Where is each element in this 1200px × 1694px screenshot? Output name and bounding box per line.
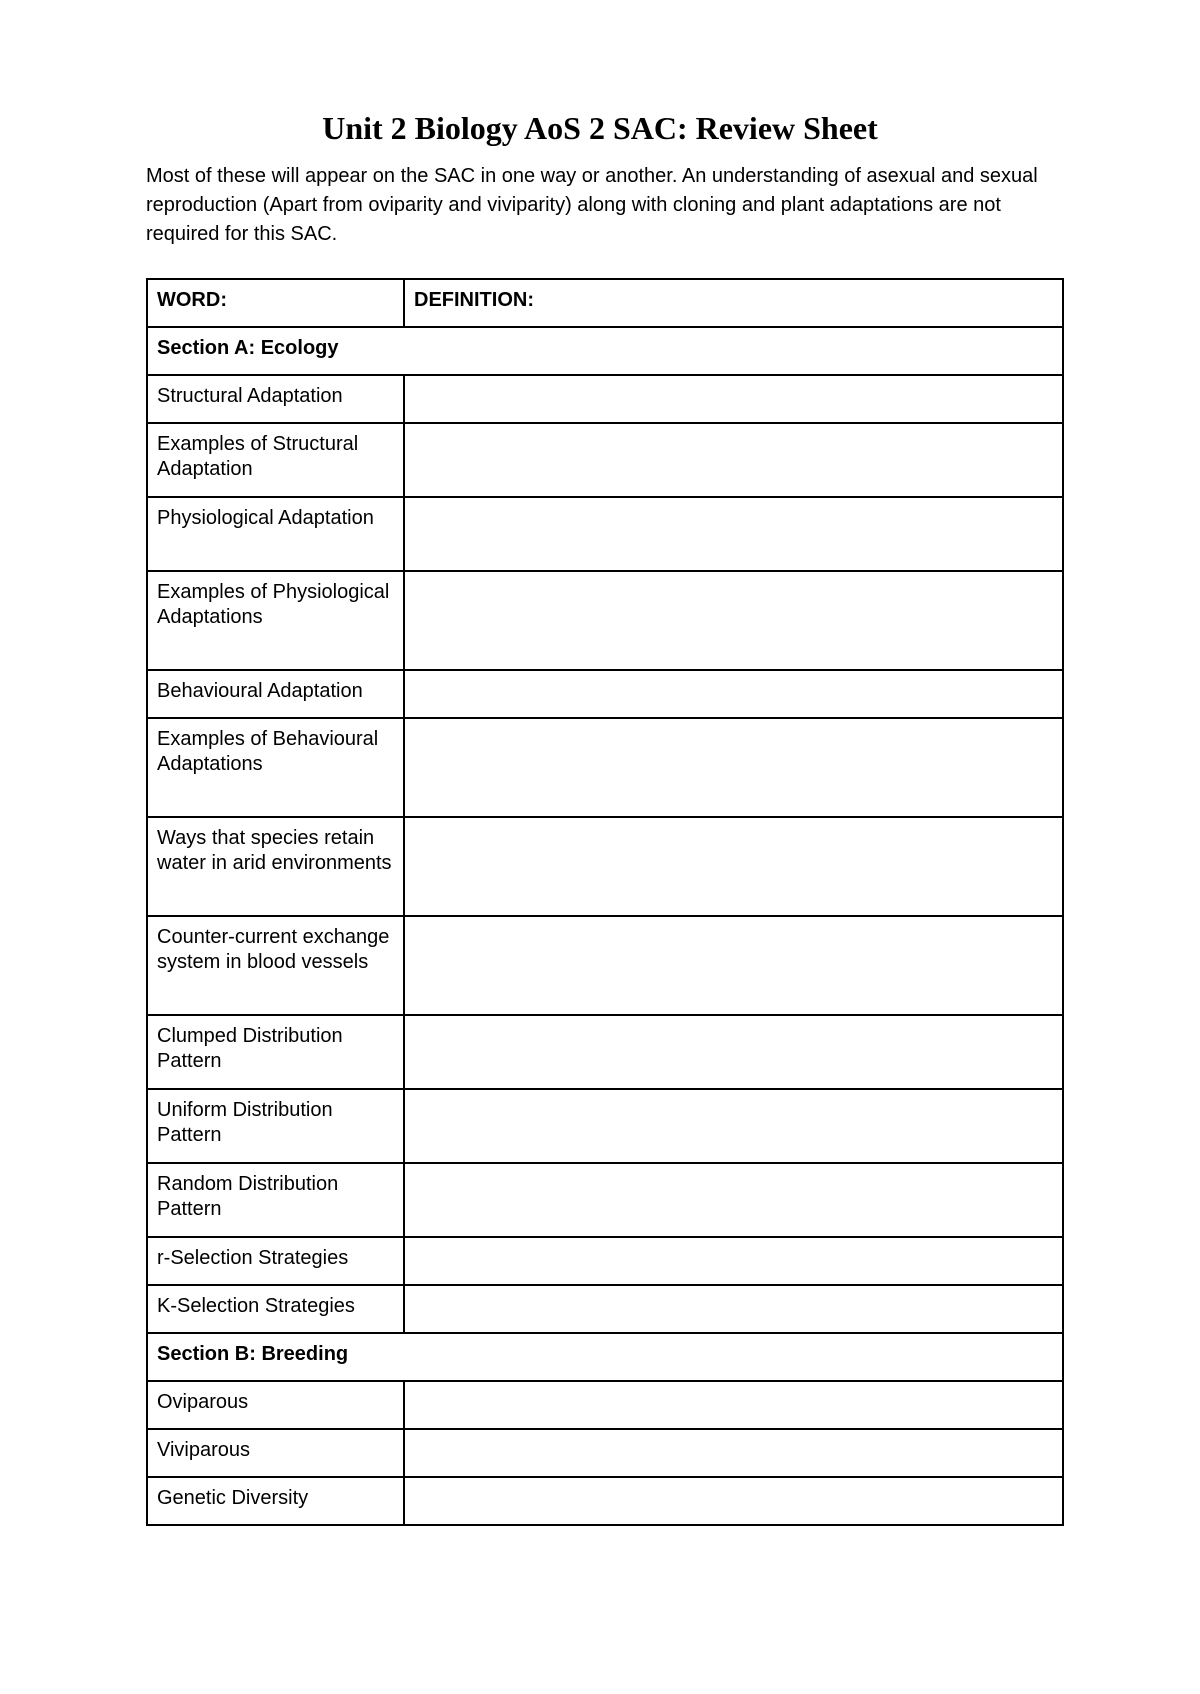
- table-row: [147, 1237, 1063, 1285]
- table-header-row: [147, 279, 1063, 327]
- definition-cell[interactable]: [404, 1381, 1063, 1429]
- section-title: Section A: Ecology: [147, 327, 1063, 375]
- term-cell: Ways that species retain water in arid environments: [147, 817, 404, 916]
- table-row: [147, 1163, 1063, 1237]
- definition-cell[interactable]: [404, 423, 1063, 497]
- definition-cell[interactable]: [404, 1237, 1063, 1285]
- intro-paragraph: Most of these will appear on the SAC in one way or another. An understanding of asexual and sexual reproduction (Apart from oviparity and viviparity) along with cloning and plant adaptations are not required for this SAC.: [146, 165, 1038, 245]
- table-row: [147, 1477, 1063, 1525]
- definition-cell[interactable]: [404, 571, 1063, 670]
- table-row: [147, 1381, 1063, 1429]
- definition-cell[interactable]: [404, 1015, 1063, 1089]
- definition-cell[interactable]: [404, 1285, 1063, 1333]
- table-row: [147, 817, 1063, 916]
- term-cell: Random Distribution Pattern: [147, 1163, 404, 1237]
- definition-cell[interactable]: [404, 375, 1063, 423]
- definition-cell[interactable]: [404, 497, 1063, 571]
- term-cell: Structural Adaptation: [147, 375, 404, 423]
- term-cell: K-Selection Strategies: [147, 1285, 404, 1333]
- definition-header: DEFINITION:: [404, 279, 1063, 327]
- definition-cell[interactable]: [404, 1477, 1063, 1525]
- term-cell: Examples of Physiological Adaptations: [147, 571, 404, 670]
- section-title: Section B: Breeding: [147, 1333, 1063, 1381]
- term-cell: Clumped Distribution Pattern: [147, 1015, 404, 1089]
- term-cell: Physiological Adaptation: [147, 497, 404, 571]
- definition-cell[interactable]: [404, 670, 1063, 718]
- table-row: [147, 718, 1063, 817]
- review-table: [146, 278, 1064, 1526]
- term-cell: r-Selection Strategies: [147, 1237, 404, 1285]
- table-row: [147, 423, 1063, 497]
- term-cell: Examples of Behavioural Adaptations: [147, 718, 404, 817]
- term-cell: Uniform Distribution Pattern: [147, 1089, 404, 1163]
- definition-cell[interactable]: [404, 1163, 1063, 1237]
- table-row: [147, 670, 1063, 718]
- table-row: [147, 1089, 1063, 1163]
- table-row: [147, 497, 1063, 571]
- table-row: [147, 1285, 1063, 1333]
- term-cell: Behavioural Adaptation: [147, 670, 404, 718]
- term-cell: Viviparous: [147, 1429, 404, 1477]
- table-row: [147, 375, 1063, 423]
- table-row: [147, 1015, 1063, 1089]
- term-cell: Genetic Diversity: [147, 1477, 404, 1525]
- table-row: [147, 916, 1063, 1015]
- definition-cell[interactable]: [404, 1089, 1063, 1163]
- section-row: [147, 327, 1063, 375]
- term-cell: Oviparous: [147, 1381, 404, 1429]
- definition-cell[interactable]: [404, 718, 1063, 817]
- section-row: [147, 1333, 1063, 1381]
- term-cell: Counter-current exchange system in blood vessels: [147, 916, 404, 1015]
- definition-cell[interactable]: [404, 1429, 1063, 1477]
- table-row: [147, 571, 1063, 670]
- word-header: WORD:: [147, 279, 404, 327]
- term-cell: Examples of Structural Adaptation: [147, 423, 404, 497]
- definition-cell[interactable]: [404, 916, 1063, 1015]
- table-row: [147, 1429, 1063, 1477]
- definition-cell[interactable]: [404, 817, 1063, 916]
- page-title: Unit 2 Biology AoS 2 SAC: Review Sheet: [322, 110, 878, 146]
